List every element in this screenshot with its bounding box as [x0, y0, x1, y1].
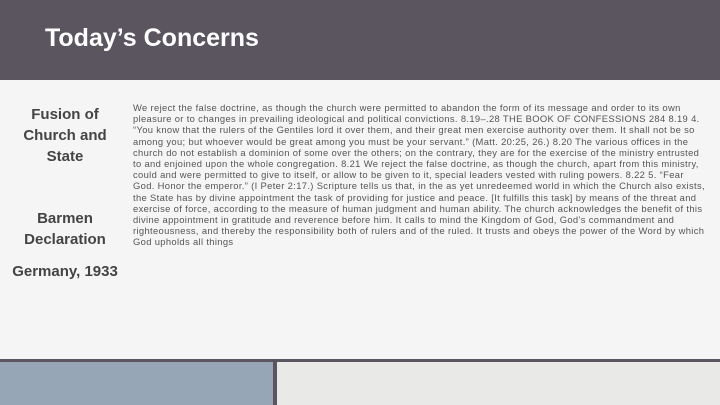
topic-label: Fusion of Church and State: [23, 106, 107, 165]
quotation-text: We reject the false doctrine, as though the church were permitted to abandon the form of its message and order to its own pleasure or to changes in prevailing ideological and political convictions. 8.19–.28 THE BOOK OF CONFESSIONS 284 8.19 4. “You know that the rulers of the Gentiles lord it over them, and their great men exercise authority over them. It shall not be so among you; but whoever would be great among you must be your servant.” (Matt. 20:25, 26.) 8.20 The various offices in the church do not establish a dominion of some over the others; on the contrary, they are for the exercise of the ministry entrusted to and enjoined upon the whole congregation. 8.21 We reject the false doctrine, as though the church, apart from this ministry, could and were permitted to give to itself, or allow to be given to it, special leaders vested with ruling powers. 8.22 5. “Fear God. Honor the emperor.” (I Peter 2:17.) Scripture tells us that, in the as yet unredeemed world in which the Church also exists, the State has by divine appointment the task of providing for justice and peace. [It fulfills this task] by means of the threat and exercise of force, according to the measure of human judgment and human ability. The church acknowledges the benefit of this divine appointment in gratitude and reverence before him. It calls to mind the Kingdom of God, God’s commandment and righteousness, and thereby the responsibility both of rulers and of the ruled. It trusts and obeys the power of the Word by which God upholds all things: [133, 102, 705, 248]
slide-title: Today’s Concerns: [45, 24, 259, 52]
footer-right-panel: [277, 362, 720, 405]
slide-content: [0, 80, 720, 360]
document-label: Barmen Declaration: [24, 210, 106, 248]
slide-header: [0, 0, 720, 80]
place-date-label: Germany, 1933: [12, 263, 118, 280]
footer-left-panel: [0, 362, 273, 405]
